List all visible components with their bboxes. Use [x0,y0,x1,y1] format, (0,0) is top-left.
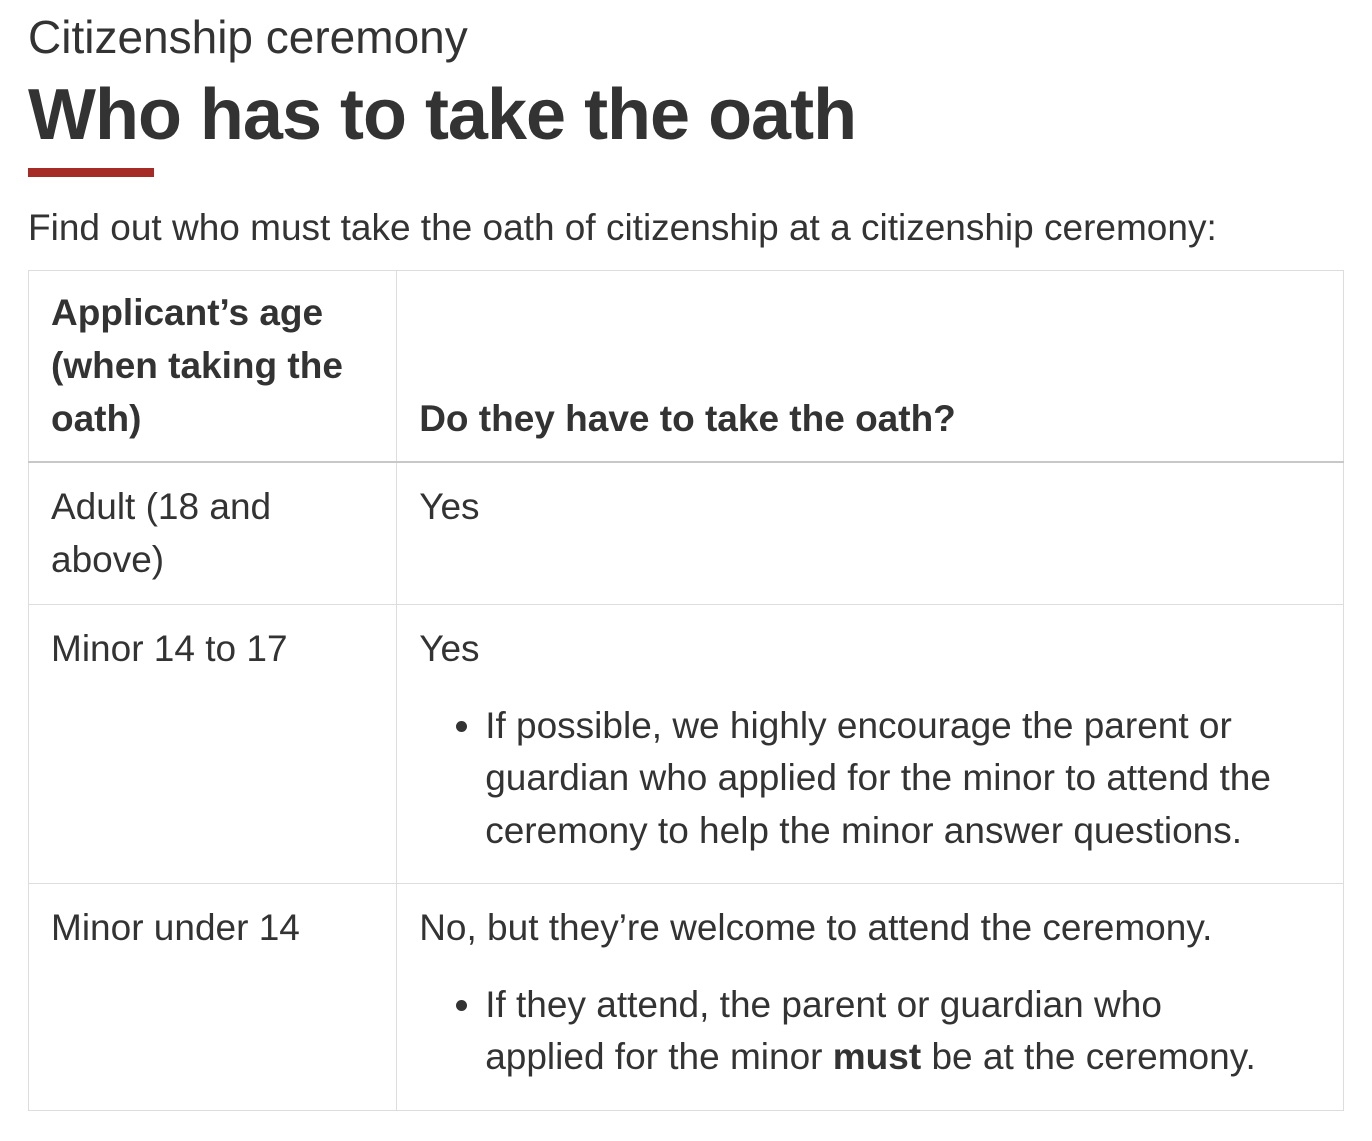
table-row-minor-14-17 [29,605,1344,884]
age-cell-minor-14-17: Minor 14 to 17 [29,605,397,884]
header-oath-question: Do they have to take the oath? [397,271,1344,462]
bullet-text-before: If they attend, the parent or guardian who applied for the minor [485,983,1162,1078]
answer-cell-minor-under-14 [397,884,1344,1111]
bullet-text-emphasis: must [832,1036,922,1078]
age-cell-adult: Adult (18 and above) [29,462,397,605]
table-header-row [29,271,1344,462]
age-cell-minor-under-14: Minor under 14 [29,884,397,1111]
list-item: • If possible, we highly encourage the parent or guardian who applied for the minor to attend the ceremony to help the minor answer questions. [485,700,1279,858]
table-row-minor-under-14 [29,884,1344,1111]
answer-text: No, but they’re welcome to attend the ceremony. [419,907,1213,949]
context-label: Citizenship ceremony [28,11,468,63]
answer-notes-list [419,979,1321,1084]
table-row-adult [29,462,1344,605]
header-applicant-age: Applicant’s age (when taking the oath) [29,271,397,462]
intro-text: Find out who must take the oath of citizenship at a citizenship ceremony: [28,206,1217,248]
answer-text: Yes [419,486,480,528]
page-title: Who has to take the oath [28,75,857,156]
title-underline-accent [28,168,154,177]
answer-cell-adult [397,462,1344,605]
bullet-text-after: be at the ceremony. [921,1036,1256,1078]
list-item [485,979,1279,1084]
answer-notes-list [419,700,1321,858]
answer-text: Yes [419,628,480,670]
answer-cell-minor-14-17 [397,605,1344,884]
oath-requirements-table [28,270,1344,1110]
